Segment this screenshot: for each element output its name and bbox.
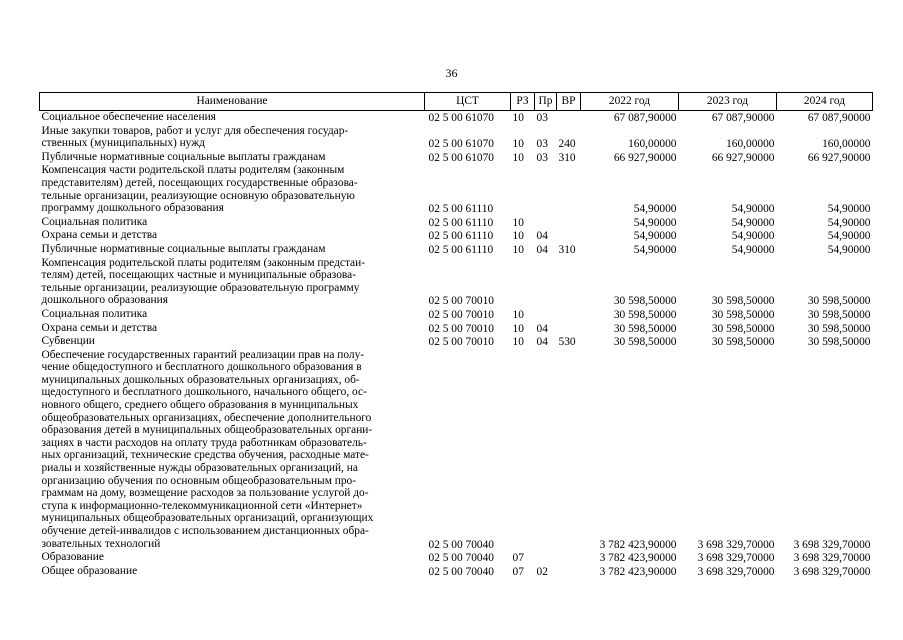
row-vr xyxy=(557,164,581,215)
row-rz: 10 xyxy=(512,151,524,164)
row-cst: 02 5 00 61110 xyxy=(428,243,494,256)
row-value-2024: 160,00000 xyxy=(822,138,871,151)
row-vr xyxy=(557,111,581,125)
row-pr: 04 xyxy=(536,243,548,256)
row-cst: 02 5 00 70010 xyxy=(428,336,494,349)
row-rz xyxy=(511,164,535,215)
row-value-2024: 3 698 329,70000 xyxy=(793,565,871,578)
row-pr: 02 xyxy=(536,565,548,578)
row-rz: 07 xyxy=(512,552,524,565)
row-pr xyxy=(535,164,557,215)
row-value-2022: 3 782 423,90000 xyxy=(599,538,677,551)
row-cst: 02 5 00 61070 xyxy=(428,112,494,124)
row-name: Социальная политика xyxy=(41,307,148,320)
row-pr: 04 xyxy=(536,230,548,243)
table-header-row xyxy=(40,93,873,111)
row-value-2024: 54,90000 xyxy=(827,203,871,216)
row-value-2022: 3 782 423,90000 xyxy=(599,565,677,578)
budget-table xyxy=(39,92,873,578)
row-name: Публичные нормативные социальные выплаты гражданам xyxy=(41,242,326,255)
row-pr: 03 xyxy=(536,138,548,151)
row-value-2023: 160,00000 xyxy=(726,138,775,151)
table-row xyxy=(40,551,873,565)
header-year-2023: 2023 год xyxy=(679,93,777,111)
row-pr xyxy=(535,257,557,308)
header-name: Наименование xyxy=(40,93,425,111)
row-vr: 530 xyxy=(558,336,576,349)
row-rz: 10 xyxy=(512,230,524,243)
table-row xyxy=(40,565,873,579)
row-value-2022: 30 598,50000 xyxy=(613,295,677,308)
table-row xyxy=(40,257,873,308)
row-rz: 10 xyxy=(512,216,524,229)
row-value-2023: 3 698 329,70000 xyxy=(697,552,775,565)
row-vr: 310 xyxy=(558,243,576,256)
row-name: Охрана семьи и детства xyxy=(41,321,157,334)
row-name: Социальное обеспечение населения xyxy=(41,111,216,123)
row-value-2022: 66 927,90000 xyxy=(613,151,677,164)
page-number: 36 xyxy=(445,66,458,80)
table-row xyxy=(40,151,873,165)
row-value-2022: 54,90000 xyxy=(633,216,677,229)
row-vr: 240 xyxy=(558,138,576,151)
row-rz: 10 xyxy=(512,112,524,124)
row-rz xyxy=(511,349,535,552)
row-cst: 02 5 00 70040 xyxy=(428,538,494,551)
row-value-2023: 54,90000 xyxy=(731,203,775,216)
row-vr xyxy=(557,216,581,230)
row-value-2022: 30 598,50000 xyxy=(613,322,677,335)
row-value-2023: 30 598,50000 xyxy=(711,295,775,308)
row-value-2023: 54,90000 xyxy=(731,216,775,229)
row-name: Обеспечение государственных гарантий реализации прав на полу- чение общедоступного и бесплатного дошкольного образования в муниципальных дошкольных образовательных организациях, об- щедоступного и бесплатного дошкольного, начального общего, ос- новного общего, среднего общего образования в муниципальных общеобразовательных организациях, обеспечение дополнительного образования детей в муниципальных общеобразовательных органи- зациях в части расходов на оплату труда работникам образователь- ных организаций, технические средства обучения, расходные мате- риалы и хозяйственные нужды образовательных организаций, на организацию обучения по основным общеобразовательным про- граммам на дому, возмещение расходов за пользование услугой до- ступа к информационно-телекоммуникационной сети «Интернет» муниципальных общеобразовательных организаций, организующих обучение детей-инвалидов с использованием дистанционных обра- зовательных технологий xyxy=(41,348,374,550)
row-cst: 02 5 00 70010 xyxy=(428,308,494,321)
row-vr: 310 xyxy=(558,151,576,164)
row-value-2022: 30 598,50000 xyxy=(613,336,677,349)
row-vr xyxy=(557,322,581,336)
row-value-2023: 30 598,50000 xyxy=(711,308,775,321)
row-name: Компенсация части родительской платы родителям (законным представителям) детей, посещающих государственные образова- тельные организации, реализующие основную образовательную программу дошкольного образования xyxy=(41,164,358,215)
row-value-2023: 54,90000 xyxy=(731,230,775,243)
table-row xyxy=(40,111,873,125)
row-name: Образование xyxy=(41,551,104,564)
row-value-2024: 54,90000 xyxy=(827,216,871,229)
row-vr xyxy=(557,308,581,322)
table-row xyxy=(40,349,873,552)
row-value-2022: 67 087,90000 xyxy=(613,112,677,124)
header-year-2022: 2022 год xyxy=(581,93,679,111)
row-vr xyxy=(557,229,581,243)
row-pr: 03 xyxy=(536,112,548,124)
row-name: Компенсация родительской платы родителям (законным предстаи- телям) детей, посещающих частные и муниципальные образова- тельные организации, реализующие образовательную программу дошкольного образования xyxy=(41,256,366,307)
header-pr: Пр xyxy=(535,93,557,111)
row-value-2022: 54,90000 xyxy=(633,243,677,256)
row-pr xyxy=(535,349,557,552)
row-name: Общее образование xyxy=(41,564,138,577)
row-value-2024: 3 698 329,70000 xyxy=(793,538,871,551)
row-cst: 02 5 00 70040 xyxy=(428,552,494,565)
row-cst: 02 5 00 61110 xyxy=(428,203,494,216)
table-body xyxy=(40,111,873,579)
row-rz: 10 xyxy=(512,336,524,349)
row-vr xyxy=(557,565,581,579)
row-pr: 04 xyxy=(536,322,548,335)
header-vr: ВР xyxy=(557,93,581,111)
row-value-2022: 54,90000 xyxy=(633,203,677,216)
row-value-2023: 66 927,90000 xyxy=(711,151,775,164)
row-value-2023: 54,90000 xyxy=(731,243,775,256)
row-value-2023: 3 698 329,70000 xyxy=(697,538,775,551)
row-vr xyxy=(557,257,581,308)
row-vr xyxy=(557,349,581,552)
row-value-2024: 30 598,50000 xyxy=(807,295,871,308)
row-cst: 02 5 00 61110 xyxy=(428,230,494,243)
header-rz: РЗ xyxy=(511,93,535,111)
row-rz: 10 xyxy=(512,138,524,151)
row-pr xyxy=(535,551,557,565)
row-value-2024: 54,90000 xyxy=(827,243,871,256)
row-value-2023: 30 598,50000 xyxy=(711,336,775,349)
table-row xyxy=(40,125,873,151)
row-name: Социальная политика xyxy=(41,215,148,228)
row-value-2024: 67 087,90000 xyxy=(807,112,871,124)
table-row xyxy=(40,164,873,215)
row-rz: 10 xyxy=(512,322,524,335)
row-rz: 07 xyxy=(512,565,524,578)
row-value-2022: 160,00000 xyxy=(628,138,677,151)
row-cst: 02 5 00 70040 xyxy=(428,565,494,578)
row-pr xyxy=(535,216,557,230)
row-rz xyxy=(511,257,535,308)
row-value-2022: 54,90000 xyxy=(633,230,677,243)
row-name: Субвенции xyxy=(41,335,95,348)
row-cst: 02 5 00 61110 xyxy=(428,216,494,229)
row-value-2024: 3 698 329,70000 xyxy=(793,552,871,565)
row-value-2024: 30 598,50000 xyxy=(807,322,871,335)
row-pr xyxy=(535,308,557,322)
row-value-2022: 30 598,50000 xyxy=(613,308,677,321)
header-year-2024: 2024 год xyxy=(777,93,873,111)
row-rz: 10 xyxy=(512,308,524,321)
table-row xyxy=(40,216,873,230)
row-value-2024: 30 598,50000 xyxy=(807,308,871,321)
row-cst: 02 5 00 61070 xyxy=(428,138,494,151)
row-name: Охрана семьи и детства xyxy=(41,229,157,242)
row-cst: 02 5 00 70010 xyxy=(428,322,494,335)
row-pr: 03 xyxy=(536,151,548,164)
table-row xyxy=(40,322,873,336)
row-value-2024: 30 598,50000 xyxy=(807,336,871,349)
row-cst: 02 5 00 70010 xyxy=(428,295,494,308)
row-pr: 04 xyxy=(536,336,548,349)
row-value-2023: 30 598,50000 xyxy=(711,322,775,335)
table-row xyxy=(40,308,873,322)
row-name: Иные закупки товаров, работ и услуг для обеспечения государ- ственных (муниципальных) нужд xyxy=(41,124,349,150)
row-vr xyxy=(557,551,581,565)
row-value-2022: 3 782 423,90000 xyxy=(599,552,677,565)
row-rz: 10 xyxy=(512,243,524,256)
table-row xyxy=(40,335,873,349)
row-value-2024: 54,90000 xyxy=(827,230,871,243)
row-cst: 02 5 00 61070 xyxy=(428,151,494,164)
table-row xyxy=(40,243,873,257)
row-name: Публичные нормативные социальные выплаты гражданам xyxy=(41,150,326,163)
table-row xyxy=(40,229,873,243)
row-value-2023: 3 698 329,70000 xyxy=(697,565,775,578)
row-value-2024: 66 927,90000 xyxy=(807,151,871,164)
header-cst: ЦСТ xyxy=(425,93,511,111)
row-value-2023: 67 087,90000 xyxy=(711,112,775,124)
